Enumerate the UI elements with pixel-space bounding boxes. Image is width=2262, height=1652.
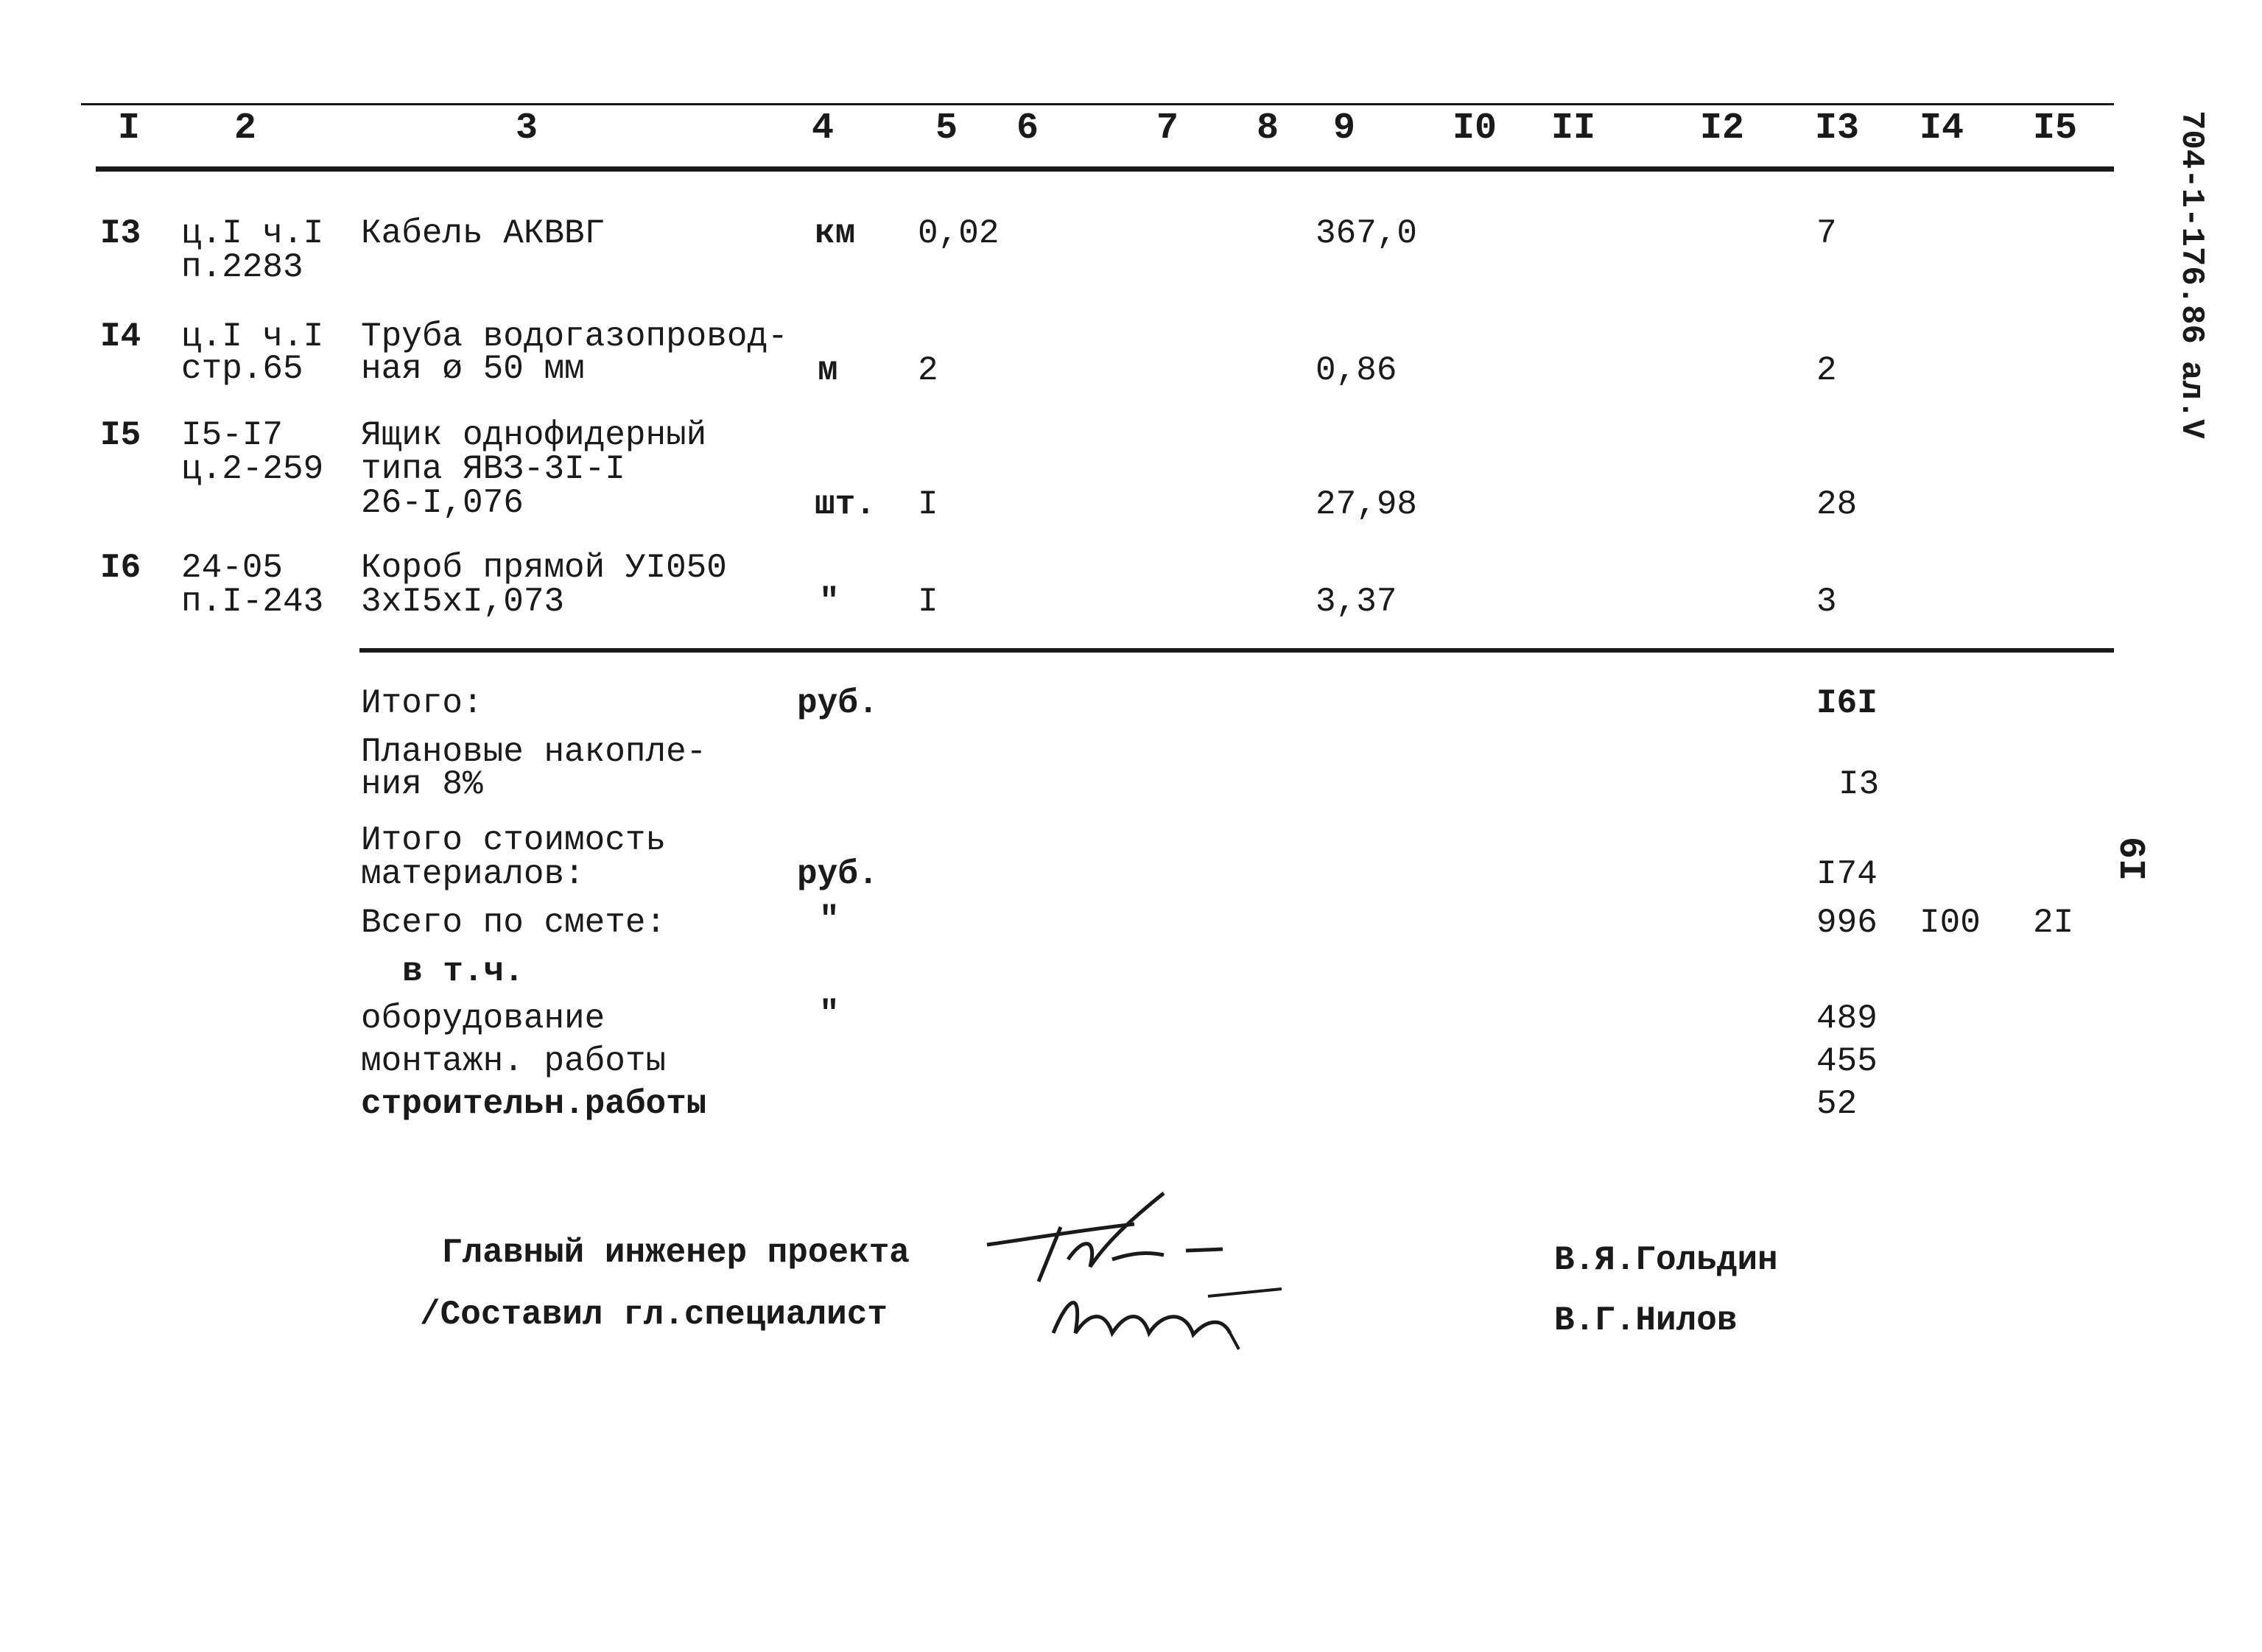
row-total: 28 xyxy=(1816,485,1858,524)
col-header-10: I0 xyxy=(1453,108,1497,150)
row-ref-line2: п.I-243 xyxy=(181,583,324,621)
row-total: 3 xyxy=(1816,583,1837,621)
col-header-8: 8 xyxy=(1257,108,1279,150)
row-price: 0,86 xyxy=(1316,351,1397,390)
col-header-12: I2 xyxy=(1700,108,1745,150)
row-number: I3 xyxy=(100,214,141,253)
plan-label-line2: ния 8% xyxy=(361,765,483,804)
vsego-value-col15: 2I xyxy=(2033,904,2074,942)
vsego-value-col14: I00 xyxy=(1919,904,1981,942)
construction-label: строительн.работы xyxy=(361,1085,707,1123)
row-name-line1: Короб прямой УI050 xyxy=(361,549,727,587)
equipment-unit: " xyxy=(819,995,840,1033)
row-ref-line1: I5-I7 xyxy=(181,416,284,454)
row-ref-line1: ц.I ч.I xyxy=(181,214,324,253)
row-number: I4 xyxy=(100,317,141,356)
col-header-15: I5 xyxy=(2033,108,2078,150)
row-ref-line2: ц.2-259 xyxy=(181,450,324,488)
row-total: 7 xyxy=(1816,214,1837,253)
row-ref-line2: стр.65 xyxy=(181,350,303,388)
col-header-13: I3 xyxy=(1815,108,1860,150)
itogo-label: Итого: xyxy=(361,684,483,723)
chief-engineer-label: Главный инженер проекта xyxy=(442,1234,910,1272)
row-ref-line1: ц.I ч.I xyxy=(181,317,324,356)
col-header-3: 3 xyxy=(516,108,538,150)
materials-label-line2: материалов: xyxy=(361,855,585,893)
row-name-line1: Труба водогазопровод- xyxy=(361,317,788,356)
row-total: 2 xyxy=(1816,351,1837,390)
row-unit: " xyxy=(819,583,840,621)
col-header-11: II xyxy=(1551,108,1596,150)
row-price: 3,37 xyxy=(1316,583,1397,621)
col-header-14: I4 xyxy=(1919,108,1964,150)
equipment-label: оборудование xyxy=(361,999,605,1038)
row-unit: шт. xyxy=(815,485,876,524)
row-quantity: I xyxy=(918,583,938,621)
row-name-line2: типа ЯВЗ-3I-I xyxy=(361,450,625,488)
chief-engineer-name: В.Я.Гольдин xyxy=(1554,1241,1778,1279)
page-number: 6I xyxy=(2109,837,2151,882)
header-bottom-rule xyxy=(96,166,2114,172)
row-number: I5 xyxy=(100,416,141,454)
row-price: 27,98 xyxy=(1316,485,1418,524)
materials-label-line1: Итого стоимость xyxy=(361,821,667,860)
row-quantity: I xyxy=(918,485,938,524)
materials-value: I74 xyxy=(1816,855,1878,893)
row-name-line3: 26-I,076 xyxy=(361,484,524,522)
top-rule xyxy=(81,103,2114,105)
col-header-7: 7 xyxy=(1156,108,1179,150)
handwritten-signature-2 xyxy=(1046,1267,1311,1355)
row-ref-line2: п.2283 xyxy=(181,248,303,287)
itogo-value: I6I xyxy=(1816,684,1878,723)
row-number: I6 xyxy=(100,549,141,587)
row-quantity: 0,02 xyxy=(918,214,1000,253)
vsego-unit: " xyxy=(819,901,840,939)
row-name-line2: ная ø 50 мм xyxy=(361,350,585,388)
materials-unit: руб. xyxy=(797,855,879,893)
vsego-value-col13: 996 xyxy=(1816,904,1878,942)
plan-value: I3 xyxy=(1838,765,1880,804)
col-header-5: 5 xyxy=(935,108,958,150)
author-name: В.Г.Нилов xyxy=(1554,1301,1738,1340)
installation-value: 455 xyxy=(1816,1042,1878,1080)
row-unit: м xyxy=(818,351,838,390)
vsego-label: Всего по смете: xyxy=(361,904,667,942)
row-price: 367,0 xyxy=(1316,214,1418,253)
installation-label: монтажн. работы xyxy=(361,1042,667,1080)
col-header-9: 9 xyxy=(1333,108,1356,150)
row-name-line2: 3хI5хI,073 xyxy=(361,583,565,621)
author-label: /Составил гл.специалист xyxy=(420,1296,888,1334)
row-quantity: 2 xyxy=(918,351,938,390)
totals-rule xyxy=(359,648,2114,653)
itogo-unit: руб. xyxy=(797,684,879,723)
plan-label-line1: Плановые накопле- xyxy=(361,733,707,771)
document-code: 704-1-176.86 xyxy=(2173,110,2210,344)
row-ref-line1: 24-05 xyxy=(181,549,284,587)
row-unit: км xyxy=(815,214,856,253)
col-header-6: 6 xyxy=(1016,108,1039,150)
col-header-4: 4 xyxy=(812,108,835,150)
row-name-line1: Кабель АКВВГ xyxy=(361,214,605,253)
col-header-1: I xyxy=(118,108,141,150)
row-name-line1: Ящик однофидерный xyxy=(361,416,707,454)
vtch-label: в т.ч. xyxy=(402,952,524,991)
equipment-value: 489 xyxy=(1816,999,1878,1038)
col-header-2: 2 xyxy=(234,108,257,150)
construction-value: 52 xyxy=(1816,1085,1858,1123)
sheet-note: ал.V xyxy=(2173,361,2210,439)
